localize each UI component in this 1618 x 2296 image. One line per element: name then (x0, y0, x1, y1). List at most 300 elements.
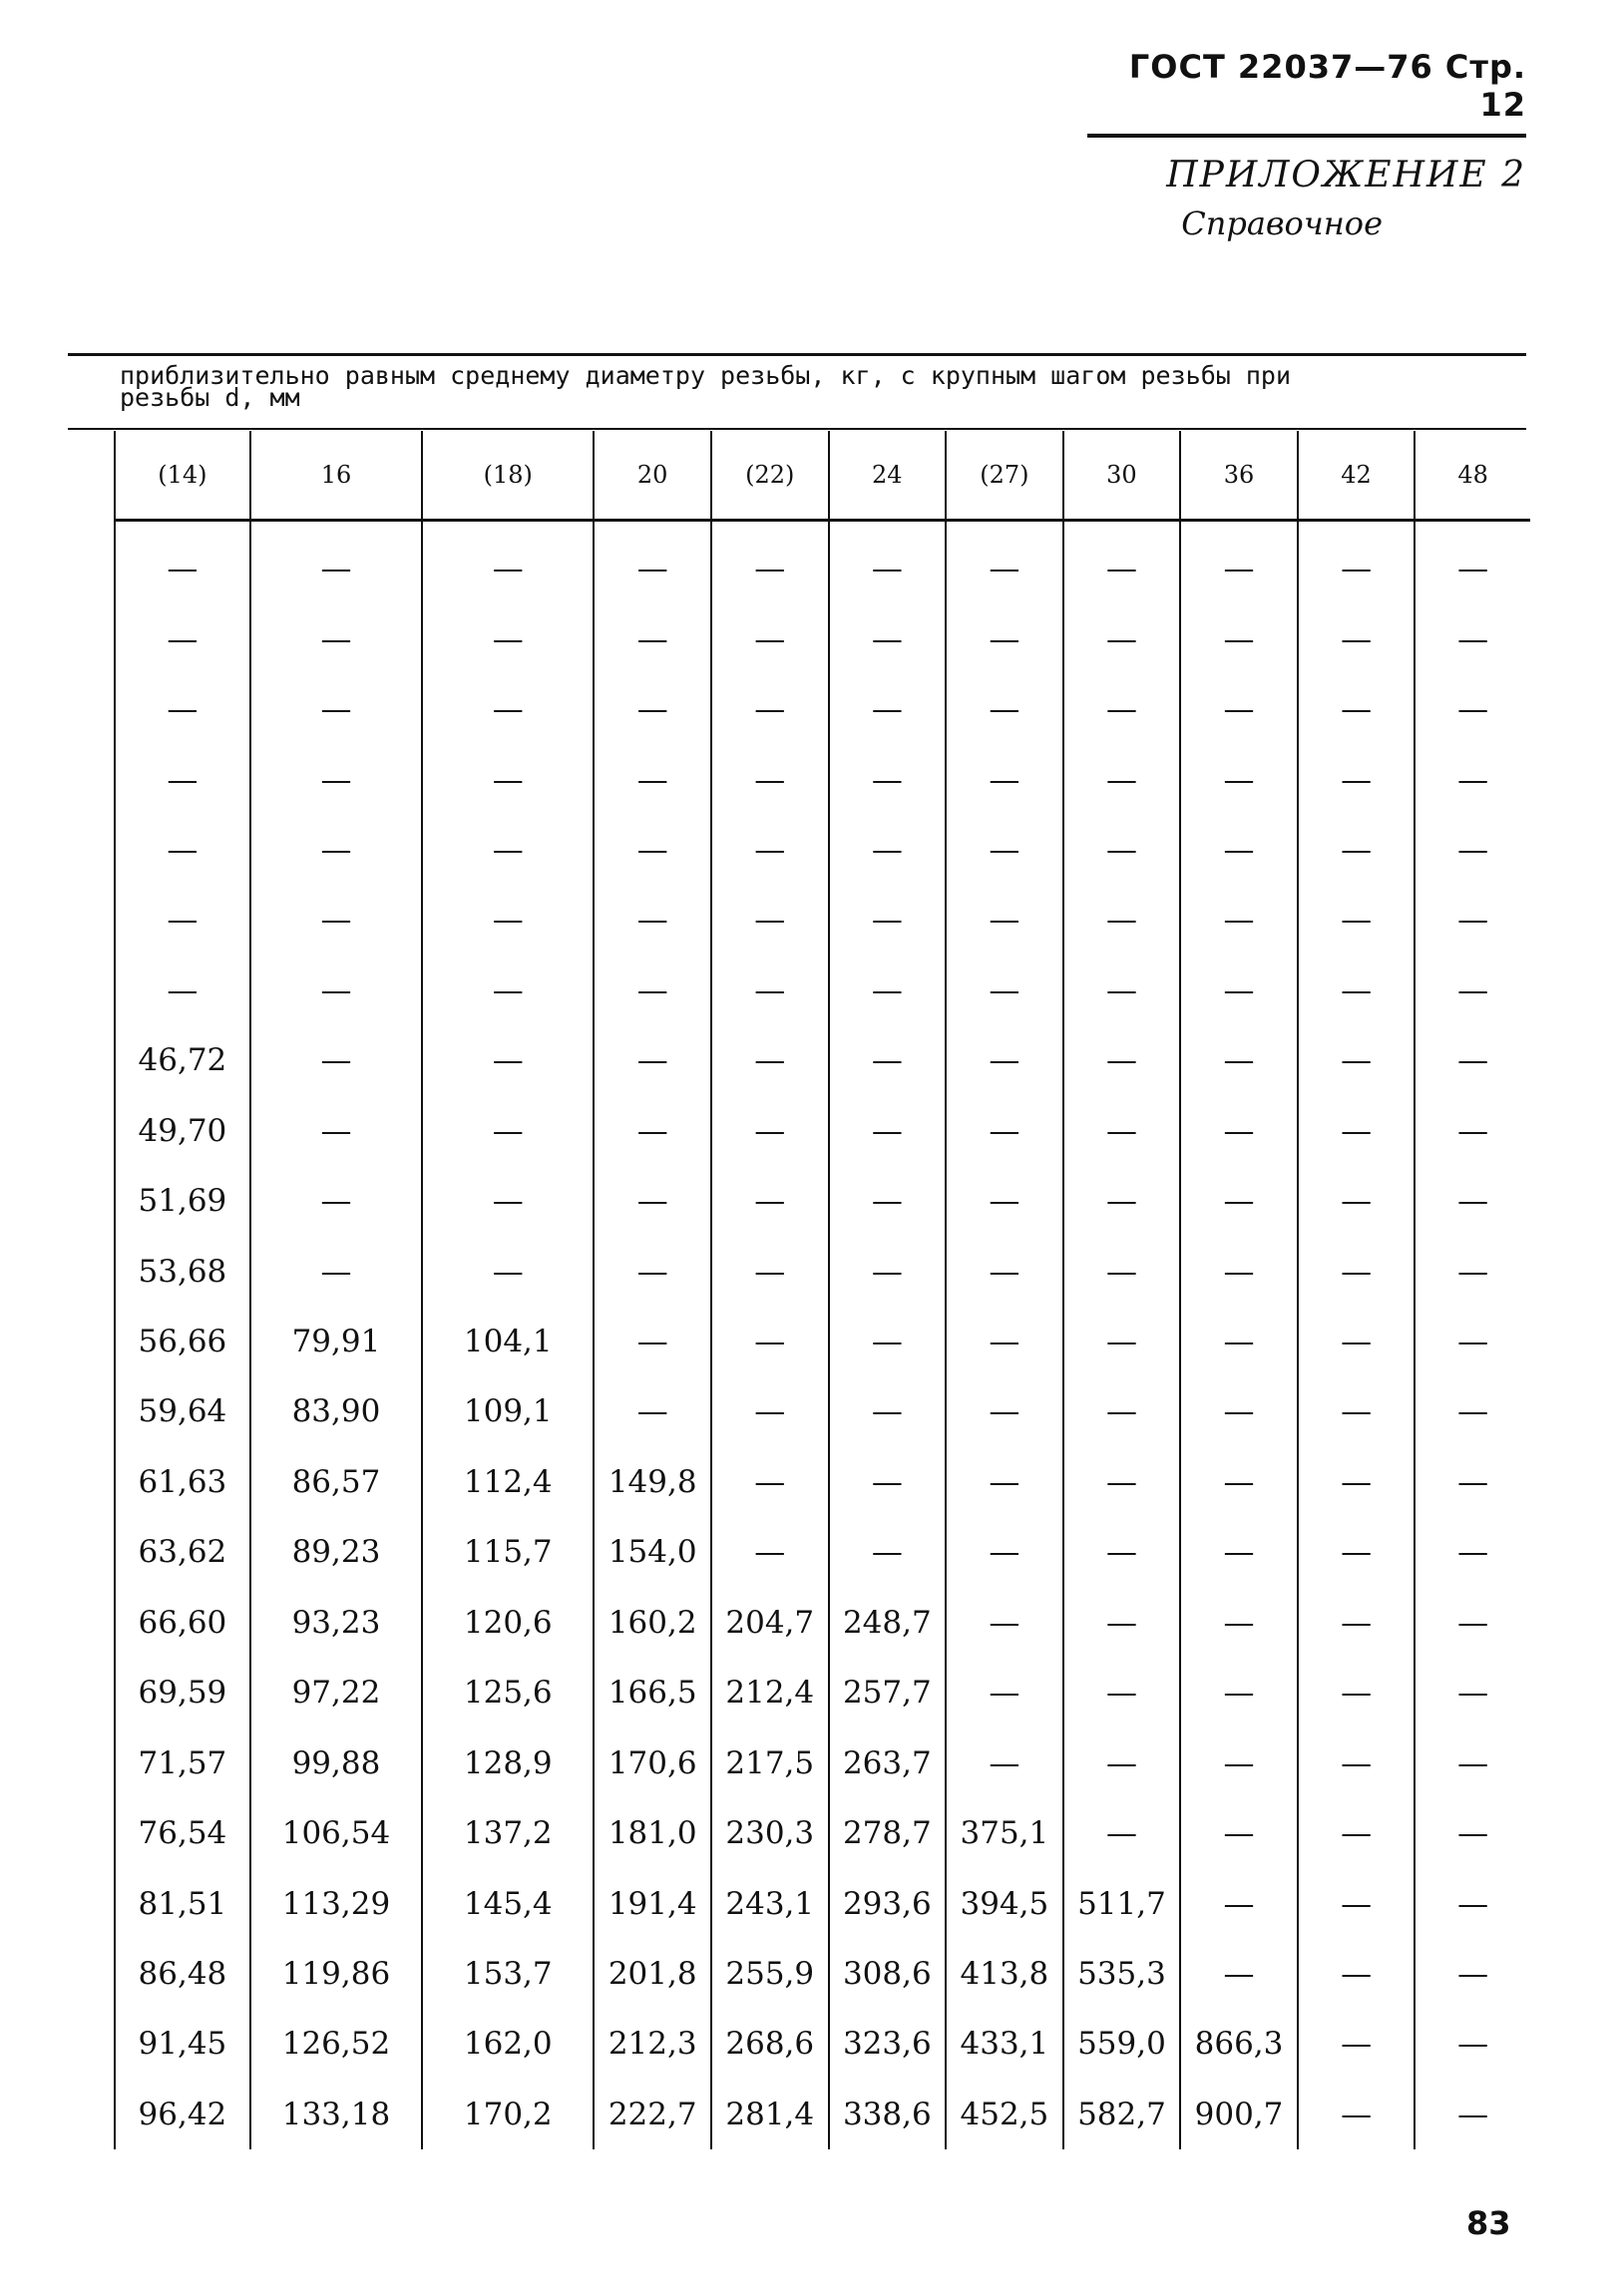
table-cell: 93,23 (250, 1588, 422, 1658)
column-header: 48 (1415, 431, 1530, 521)
table-cell: — (1180, 1798, 1298, 1868)
table-cell: — (594, 1307, 711, 1376)
table-cell: — (829, 744, 947, 814)
table-cell: 293,6 (829, 1868, 947, 1938)
table-cell: — (250, 1166, 422, 1236)
table-cell: 278,7 (829, 1798, 947, 1868)
table-cell: 160,2 (594, 1588, 711, 1658)
table-row (115, 1166, 1530, 1236)
table-cell: 56,66 (115, 1307, 250, 1376)
table-cell: 120,6 (422, 1588, 594, 1658)
table-cell: — (1298, 674, 1416, 744)
table-cell: 119,86 (250, 1939, 422, 2009)
table-cell: 248,7 (829, 1588, 947, 1658)
table-cell: — (594, 744, 711, 814)
table-cell: 900,7 (1180, 2080, 1298, 2149)
table-cell: — (1298, 815, 1416, 885)
table-cell: 79,91 (250, 1307, 422, 1376)
table-cell: 204,7 (711, 1588, 829, 1658)
table-cell: 97,22 (250, 1658, 422, 1727)
table-row (115, 885, 1530, 955)
top-rule (68, 353, 1526, 356)
table-cell: — (1063, 744, 1181, 814)
table-cell: 243,1 (711, 1868, 829, 1938)
table-cell: 559,0 (1063, 2009, 1181, 2079)
table-cell: — (1298, 744, 1416, 814)
table-cell: 413,8 (946, 1939, 1063, 2009)
table-cell: — (1415, 674, 1530, 744)
table-cell: — (711, 1025, 829, 1095)
spacer-cell (829, 521, 947, 535)
table-cell: — (1063, 1727, 1181, 1797)
table-cell: — (829, 534, 947, 603)
table-cell: 212,4 (711, 1658, 829, 1727)
table-row (115, 1447, 1530, 1517)
table-cell: — (594, 956, 711, 1025)
table-cell: 91,45 (115, 2009, 250, 2079)
table-cell: — (711, 744, 829, 814)
table-cell: 170,2 (422, 2080, 594, 2149)
table-cell: 145,4 (422, 1868, 594, 1938)
table-cell: — (1063, 815, 1181, 885)
table-cell: — (946, 956, 1063, 1025)
table-cell: — (422, 744, 594, 814)
table-cell: — (1298, 1166, 1416, 1236)
table-cell: — (1063, 1096, 1181, 1166)
table-cell: 255,9 (711, 1939, 829, 2009)
table-row (115, 1236, 1530, 1306)
table-cell: — (946, 674, 1063, 744)
caption-line-1: приблизительно равным среднему диаметру резьбы, кг, с крупным шагом резьбы при (120, 361, 1291, 390)
spacer-cell (594, 521, 711, 535)
table-cell: — (1063, 1236, 1181, 1306)
table-row (115, 956, 1530, 1025)
table-cell: — (1298, 1376, 1416, 1446)
table-cell: — (1415, 885, 1530, 955)
table-cell: — (1415, 1517, 1530, 1587)
table-cell: 230,3 (711, 1798, 829, 1868)
table-cell: — (1415, 956, 1530, 1025)
table-caption (120, 361, 1416, 412)
table-cell: — (1415, 1307, 1530, 1376)
table-row (115, 603, 1530, 673)
table-cell: — (1063, 1517, 1181, 1587)
table-cell: — (1415, 534, 1530, 603)
table-cell: — (1298, 1096, 1416, 1166)
table-cell: — (829, 1025, 947, 1095)
table-cell: — (946, 534, 1063, 603)
table-cell: 308,6 (829, 1939, 947, 2009)
spacer-cell (946, 521, 1063, 535)
table-cell: — (829, 1376, 947, 1446)
table-cell: 81,51 (115, 1868, 250, 1938)
table-cell: — (115, 534, 250, 603)
data-table (114, 431, 1530, 2149)
table-cell: — (422, 1025, 594, 1095)
table-cell: — (946, 1447, 1063, 1517)
table-cell: — (711, 1096, 829, 1166)
table-cell: — (250, 1236, 422, 1306)
table-cell: — (1415, 1868, 1530, 1938)
table-cell: — (829, 885, 947, 955)
table-cell: — (1180, 1447, 1298, 1517)
table-cell: — (1180, 1727, 1298, 1797)
table-cell: — (594, 1236, 711, 1306)
table-cell: — (711, 815, 829, 885)
spacer-cell (422, 521, 594, 535)
table-cell: — (1415, 1447, 1530, 1517)
table-cell: 162,0 (422, 2009, 594, 2079)
table-cell: — (594, 885, 711, 955)
table-cell: — (711, 1376, 829, 1446)
table-cell: — (829, 815, 947, 885)
table-body (115, 521, 1530, 2150)
page-number: 83 (1466, 2204, 1511, 2242)
table-row (115, 2080, 1530, 2149)
table-cell: — (594, 1376, 711, 1446)
table-row (115, 1588, 1530, 1658)
table-cell: — (946, 744, 1063, 814)
table-cell: 257,7 (829, 1658, 947, 1727)
table-cell: — (1063, 885, 1181, 955)
table-cell: — (946, 1588, 1063, 1658)
table-cell: — (829, 1307, 947, 1376)
table-cell: — (711, 956, 829, 1025)
column-header: 24 (829, 431, 947, 521)
table-cell: 394,5 (946, 1868, 1063, 1938)
table-row (115, 1939, 1530, 2009)
table-cell: — (1415, 1236, 1530, 1306)
table-cell: 104,1 (422, 1307, 594, 1376)
appendix-subtitle: Справочное (1181, 204, 1383, 242)
table-cell: 154,0 (594, 1517, 711, 1587)
spacer-cell (250, 521, 422, 535)
table-cell: — (1180, 1868, 1298, 1938)
table-cell: 222,7 (594, 2080, 711, 2149)
table-cell: — (711, 603, 829, 673)
spacer-cell (1063, 521, 1181, 535)
table-cell: 89,23 (250, 1517, 422, 1587)
table-cell: 86,48 (115, 1939, 250, 2009)
table-cell: 76,54 (115, 1798, 250, 1868)
table-cell: — (1180, 1025, 1298, 1095)
table-cell: 99,88 (250, 1727, 422, 1797)
table-cell: — (1180, 674, 1298, 744)
table-cell: 191,4 (594, 1868, 711, 1938)
table-cell: 109,1 (422, 1376, 594, 1446)
table-cell: — (1180, 956, 1298, 1025)
load-table (114, 431, 1530, 2149)
table-cell: — (946, 1236, 1063, 1306)
spacer-cell (711, 521, 829, 535)
table-cell: — (1063, 1588, 1181, 1658)
header-underline (1087, 134, 1526, 138)
table-cell: — (250, 885, 422, 955)
table-cell: 69,59 (115, 1658, 250, 1727)
table-cell: — (422, 956, 594, 1025)
table-cell: — (1063, 1798, 1181, 1868)
table-cell: — (115, 815, 250, 885)
caption-rule (68, 428, 1526, 430)
table-cell: — (250, 815, 422, 885)
table-row (115, 1868, 1530, 1938)
table-cell: — (946, 1658, 1063, 1727)
table-cell: — (1415, 815, 1530, 885)
table-cell: 268,6 (711, 2009, 829, 2079)
table-cell: — (422, 1166, 594, 1236)
table-cell: 166,5 (594, 1658, 711, 1727)
table-cell: — (829, 603, 947, 673)
table-cell: 511,7 (1063, 1868, 1181, 1938)
column-header: 36 (1180, 431, 1298, 521)
table-cell: — (594, 674, 711, 744)
table-cell: 71,57 (115, 1727, 250, 1797)
table-cell: — (422, 1236, 594, 1306)
table-cell: — (250, 674, 422, 744)
table-cell: — (250, 1025, 422, 1095)
table-cell: — (1298, 1939, 1416, 2009)
table-cell: — (829, 674, 947, 744)
table-cell: — (115, 956, 250, 1025)
table-cell: — (1415, 1166, 1530, 1236)
table-cell: — (946, 1096, 1063, 1166)
table-cell: 323,6 (829, 2009, 947, 2079)
table-cell: — (946, 1307, 1063, 1376)
table-cell: — (1063, 1025, 1181, 1095)
table-row (115, 1798, 1530, 1868)
table-cell: — (1415, 603, 1530, 673)
table-cell: — (1180, 744, 1298, 814)
table-cell: — (1298, 1447, 1416, 1517)
table-cell: — (829, 1236, 947, 1306)
table-cell: — (594, 815, 711, 885)
table-spacer-row (115, 521, 1530, 535)
table-cell: — (594, 534, 711, 603)
table-cell: 433,1 (946, 2009, 1063, 2079)
table-cell: — (115, 744, 250, 814)
table-cell: — (946, 1166, 1063, 1236)
table-cell: 452,5 (946, 2080, 1063, 2149)
column-header: (27) (946, 431, 1063, 521)
standard-reference: ГОСТ 22037—76 Стр. 12 (1128, 48, 1526, 124)
table-row (115, 815, 1530, 885)
table-cell: 125,6 (422, 1658, 594, 1727)
table-cell: 86,57 (250, 1447, 422, 1517)
table-cell: — (946, 885, 1063, 955)
caption-line-2: резьбы d, мм (120, 383, 300, 412)
table-cell: — (422, 815, 594, 885)
table-cell: — (1298, 1517, 1416, 1587)
table-cell: 53,68 (115, 1236, 250, 1306)
table-cell: 137,2 (422, 1798, 594, 1868)
table-cell: 217,5 (711, 1727, 829, 1797)
table-cell: 263,7 (829, 1727, 947, 1797)
table-cell: 201,8 (594, 1939, 711, 2009)
table-cell: — (1063, 603, 1181, 673)
table-cell: 113,29 (250, 1868, 422, 1938)
table-cell: — (115, 674, 250, 744)
table-cell: — (1180, 1166, 1298, 1236)
table-row (115, 1727, 1530, 1797)
table-cell: 106,54 (250, 1798, 422, 1868)
table-cell: — (594, 1166, 711, 1236)
table-cell: — (250, 534, 422, 603)
column-header: 30 (1063, 431, 1181, 521)
header-row (115, 431, 1530, 521)
table-cell: — (1063, 534, 1181, 603)
table-cell: — (829, 1166, 947, 1236)
table-cell: 212,3 (594, 2009, 711, 2079)
table-cell: — (1180, 1658, 1298, 1727)
table-cell: — (594, 1025, 711, 1095)
column-header: 16 (250, 431, 422, 521)
table-cell: — (1180, 1517, 1298, 1587)
table-row (115, 674, 1530, 744)
table-row (115, 1517, 1530, 1587)
table-cell: — (829, 1447, 947, 1517)
table-cell: — (829, 1096, 947, 1166)
table-cell: — (1298, 1236, 1416, 1306)
table-row (115, 534, 1530, 603)
table-cell: 83,90 (250, 1376, 422, 1446)
table-cell: — (1180, 1307, 1298, 1376)
table-cell: — (422, 1096, 594, 1166)
table-cell: 66,60 (115, 1588, 250, 1658)
table-cell: — (711, 1447, 829, 1517)
table-cell: — (1063, 1166, 1181, 1236)
table-cell: — (1298, 2080, 1416, 2149)
table-cell: — (1415, 1939, 1530, 2009)
table-cell: — (711, 1166, 829, 1236)
table-cell: — (1063, 1447, 1181, 1517)
table-cell: — (711, 1517, 829, 1587)
table-cell: 49,70 (115, 1096, 250, 1166)
table-cell: — (946, 1025, 1063, 1095)
page-header (1087, 48, 1526, 138)
spacer-cell (1415, 521, 1530, 535)
table-cell: 51,69 (115, 1166, 250, 1236)
table-cell: — (711, 534, 829, 603)
table-cell: 59,64 (115, 1376, 250, 1446)
table-cell: 375,1 (946, 1798, 1063, 1868)
table-cell: — (250, 744, 422, 814)
table-cell: 582,7 (1063, 2080, 1181, 2149)
table-cell: 149,8 (594, 1447, 711, 1517)
table-cell: — (1415, 2009, 1530, 2079)
column-header: (14) (115, 431, 250, 521)
table-cell: — (711, 1236, 829, 1306)
table-row (115, 744, 1530, 814)
table-cell: 96,42 (115, 2080, 250, 2149)
table-cell: — (1180, 1939, 1298, 2009)
table-cell: — (1298, 1025, 1416, 1095)
column-header: 42 (1298, 431, 1416, 521)
column-header: (18) (422, 431, 594, 521)
table-cell: — (1063, 674, 1181, 744)
appendix-title: ПРИЛОЖЕНИЕ 2 (1166, 155, 1526, 195)
table-cell: — (1063, 1307, 1181, 1376)
table-cell: — (1063, 1658, 1181, 1727)
table-cell: — (1415, 2080, 1530, 2149)
spacer-cell (115, 521, 250, 535)
table-cell: — (946, 815, 1063, 885)
spacer-cell (1180, 521, 1298, 535)
table-cell: — (115, 603, 250, 673)
table-cell: — (1298, 1307, 1416, 1376)
table-cell: 61,63 (115, 1447, 250, 1517)
table-cell: 115,7 (422, 1517, 594, 1587)
table-cell: — (594, 603, 711, 673)
table-row (115, 1025, 1530, 1095)
table-row (115, 1096, 1530, 1166)
table-cell: — (1298, 1727, 1416, 1797)
table-cell: — (1063, 956, 1181, 1025)
table-cell: 153,7 (422, 1939, 594, 2009)
table-cell: — (711, 885, 829, 955)
table-cell: — (422, 885, 594, 955)
table-row (115, 1376, 1530, 1446)
table-row (115, 1307, 1530, 1376)
table-cell: — (1415, 1727, 1530, 1797)
table-cell: — (1415, 1658, 1530, 1727)
table-cell: — (1415, 1025, 1530, 1095)
table-cell: — (422, 603, 594, 673)
table-cell: 535,3 (1063, 1939, 1181, 2009)
table-cell: — (1298, 603, 1416, 673)
table-cell: — (1415, 1588, 1530, 1658)
table-cell: 866,3 (1180, 2009, 1298, 2079)
table-cell: 112,4 (422, 1447, 594, 1517)
table-cell: — (422, 534, 594, 603)
table-cell: — (1415, 744, 1530, 814)
table-cell: — (829, 956, 947, 1025)
table-cell: — (1180, 1096, 1298, 1166)
table-cell: — (1180, 1236, 1298, 1306)
table-cell: 338,6 (829, 2080, 947, 2149)
table-cell: — (1298, 1868, 1416, 1938)
table-cell: — (1180, 1376, 1298, 1446)
table-cell: 128,9 (422, 1727, 594, 1797)
table-row (115, 1658, 1530, 1727)
table-cell: — (1180, 885, 1298, 955)
table-cell: — (946, 603, 1063, 673)
table-cell: — (115, 885, 250, 955)
column-header: 20 (594, 431, 711, 521)
table-cell: — (829, 1517, 947, 1587)
table-cell: — (946, 1727, 1063, 1797)
table-cell: — (1063, 1376, 1181, 1446)
table-cell: — (250, 603, 422, 673)
table-cell: — (1298, 1588, 1416, 1658)
table-cell: — (711, 1307, 829, 1376)
table-cell: — (1180, 1588, 1298, 1658)
table-cell: — (422, 674, 594, 744)
table-cell: — (1180, 534, 1298, 603)
table-cell: — (594, 1096, 711, 1166)
table-cell: 170,6 (594, 1727, 711, 1797)
spacer-cell (1298, 521, 1416, 535)
table-cell: — (1298, 956, 1416, 1025)
table-cell: — (1298, 534, 1416, 603)
table-cell: 126,52 (250, 2009, 422, 2079)
column-header: (22) (711, 431, 829, 521)
table-cell: 63,62 (115, 1517, 250, 1587)
table-cell: — (250, 956, 422, 1025)
table-cell: — (1415, 1798, 1530, 1868)
table-cell: — (1298, 885, 1416, 955)
table-cell: — (1298, 1798, 1416, 1868)
table-cell: — (1180, 815, 1298, 885)
